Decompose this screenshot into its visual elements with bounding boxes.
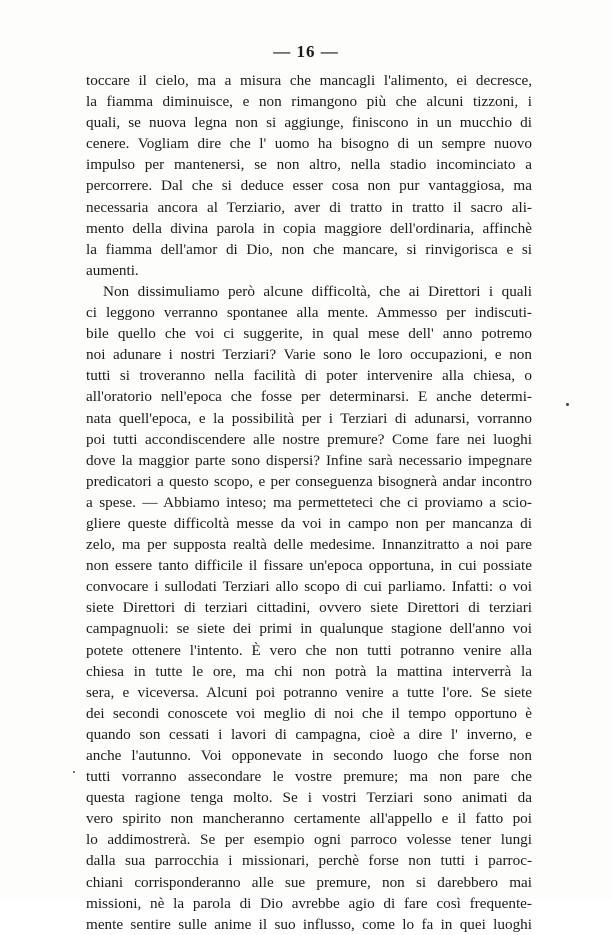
text-line: non essere tanto difficile il fissare un'epoca opportuna, in cui possiate [86,557,532,575]
body-text [86,70,532,935]
page-number: — 16 — [273,42,339,61]
text-line: poi tutti accondiscendere alle nostre premure? Come fare nei luoghi [86,430,532,448]
text-line: a spese. — Abbiamo inteso; ma permetteteci che ci proviamo a scio- [86,493,532,511]
text-line: lo addimostrerà. Se per esempio ogni parroco volesse tener lungi [86,831,532,849]
text-line: noi adunare i nostri Terziari? Varie sono le loro occupazioni, e non [86,346,532,364]
text-line: la fiamma diminuisce, e non rimangono più che alcuni tizzoni, i [86,93,532,111]
text-line: dei secondi conoscete voi meglio di noi che il tempo opportuno è [86,704,532,722]
text-line: potete ottenere l'intento. È vero che non tutti potranno venire alla [86,641,532,659]
text-line: percorrere. Dal che si deduce esser cosa non pur vantaggiosa, ma [86,177,532,195]
text-line: mento della divina parola in copia maggiore dell'ordinaria, affinchè [86,219,532,237]
text-line: aumenti. [86,261,139,279]
text-line: campagnuoli: se siete dei primi in qualunque stagione dell'anno voi [86,620,532,638]
text-line: all'oratorio nell'epoca che fosse per determinarsi. E anche determi- [86,388,532,406]
text-line: chiesa in tutte le ore, ma chi non potrà la mattina interverrà la [86,662,532,680]
text-line: ci leggono verranno spontanee alla mente. Ammesso per indiscuti- [86,304,532,322]
print-speck [73,771,75,773]
text-line: quali, se nuova legna non si aggiunge, finiscono in un mucchio di [86,114,532,132]
text-line: tutti vorranno assecondare le vostre premure; ma non pare che [86,768,532,786]
text-line: nata quell'epoca, e la possibilità per i Terziari di adunarsi, vorranno [86,409,532,427]
text-line: vero spirito non mancheranno certamente all'appello e il fatto poi [86,810,532,828]
text-line: mente sentire sulle anime il suo influsso, come lo fa in quei luoghi [86,915,532,933]
print-speck [566,403,569,406]
text-line: impulso per mantenersi, se non altro, nella stadio incominciato a [86,156,532,174]
text-line: quando son cessati i lavori di campagna, cioè a dire l' inverno, e [86,725,532,743]
text-line: bile quello che voi ci suggerite, in qual mese dell' anno potremo [86,325,532,343]
text-line: missioni, nè la parola di Dio avrebbe agio di fare così frequente- [86,894,532,912]
text-line: dalla sua parrocchia i missionari, perchè forse non tutti i parroc- [86,852,532,870]
text-line: gliere queste difficoltà messe da voi in campo non per mancanza di [86,514,532,532]
text-line: predicatori a questo scopo, e per conseguenza bisognerà andar incontro [86,472,532,490]
paragraph-start-line: Non dissimuliamo però alcune difficoltà, che ai Direttori i quali [103,282,532,300]
text-line: zelo, ma per supposta realtà delle medesime. Innanzitratto a noi pare [86,536,532,554]
text-line: chiani corrisponderanno alle sue premure, non si darebbero mai [86,873,532,891]
text-line: necessaria ancora al Terziario, aver di tratto in tratto il sacro ali- [86,198,532,216]
text-line: sera, e viceversa. Alcuni poi potranno venire a tutte l'ore. Se siete [86,683,532,701]
text-line: dove la maggior parte sono dispersi? Infine sarà necessario impegnare [86,451,532,469]
text-line: cenere. Vogliam dire che l' uomo ha bisogno di un sempre nuovo [86,135,532,153]
text-line: questa ragione tenga molto. Se i vostri Terziari sono animati da [86,789,532,807]
text-line: la fiamma dell'amor di Dio, non che mancare, si rinvigorisca e si [86,240,532,258]
text-line: tutti si troveranno nella facilità di poter intervenire alla chiesa, o [86,367,532,385]
text-line: convocare i sullodati Terziari allo scopo di cui parliamo. Infatti: o voi [86,578,532,596]
text-line: siete Direttori di terziari cittadini, ovvero siete Direttori di terziari [86,599,532,617]
text-line: anche l'autunno. Voi opponevate in secondo luogo che forse non [86,747,532,764]
text-line: toccare il cielo, ma a misura che mancagli l'alimento, ei decresce, [86,72,532,89]
